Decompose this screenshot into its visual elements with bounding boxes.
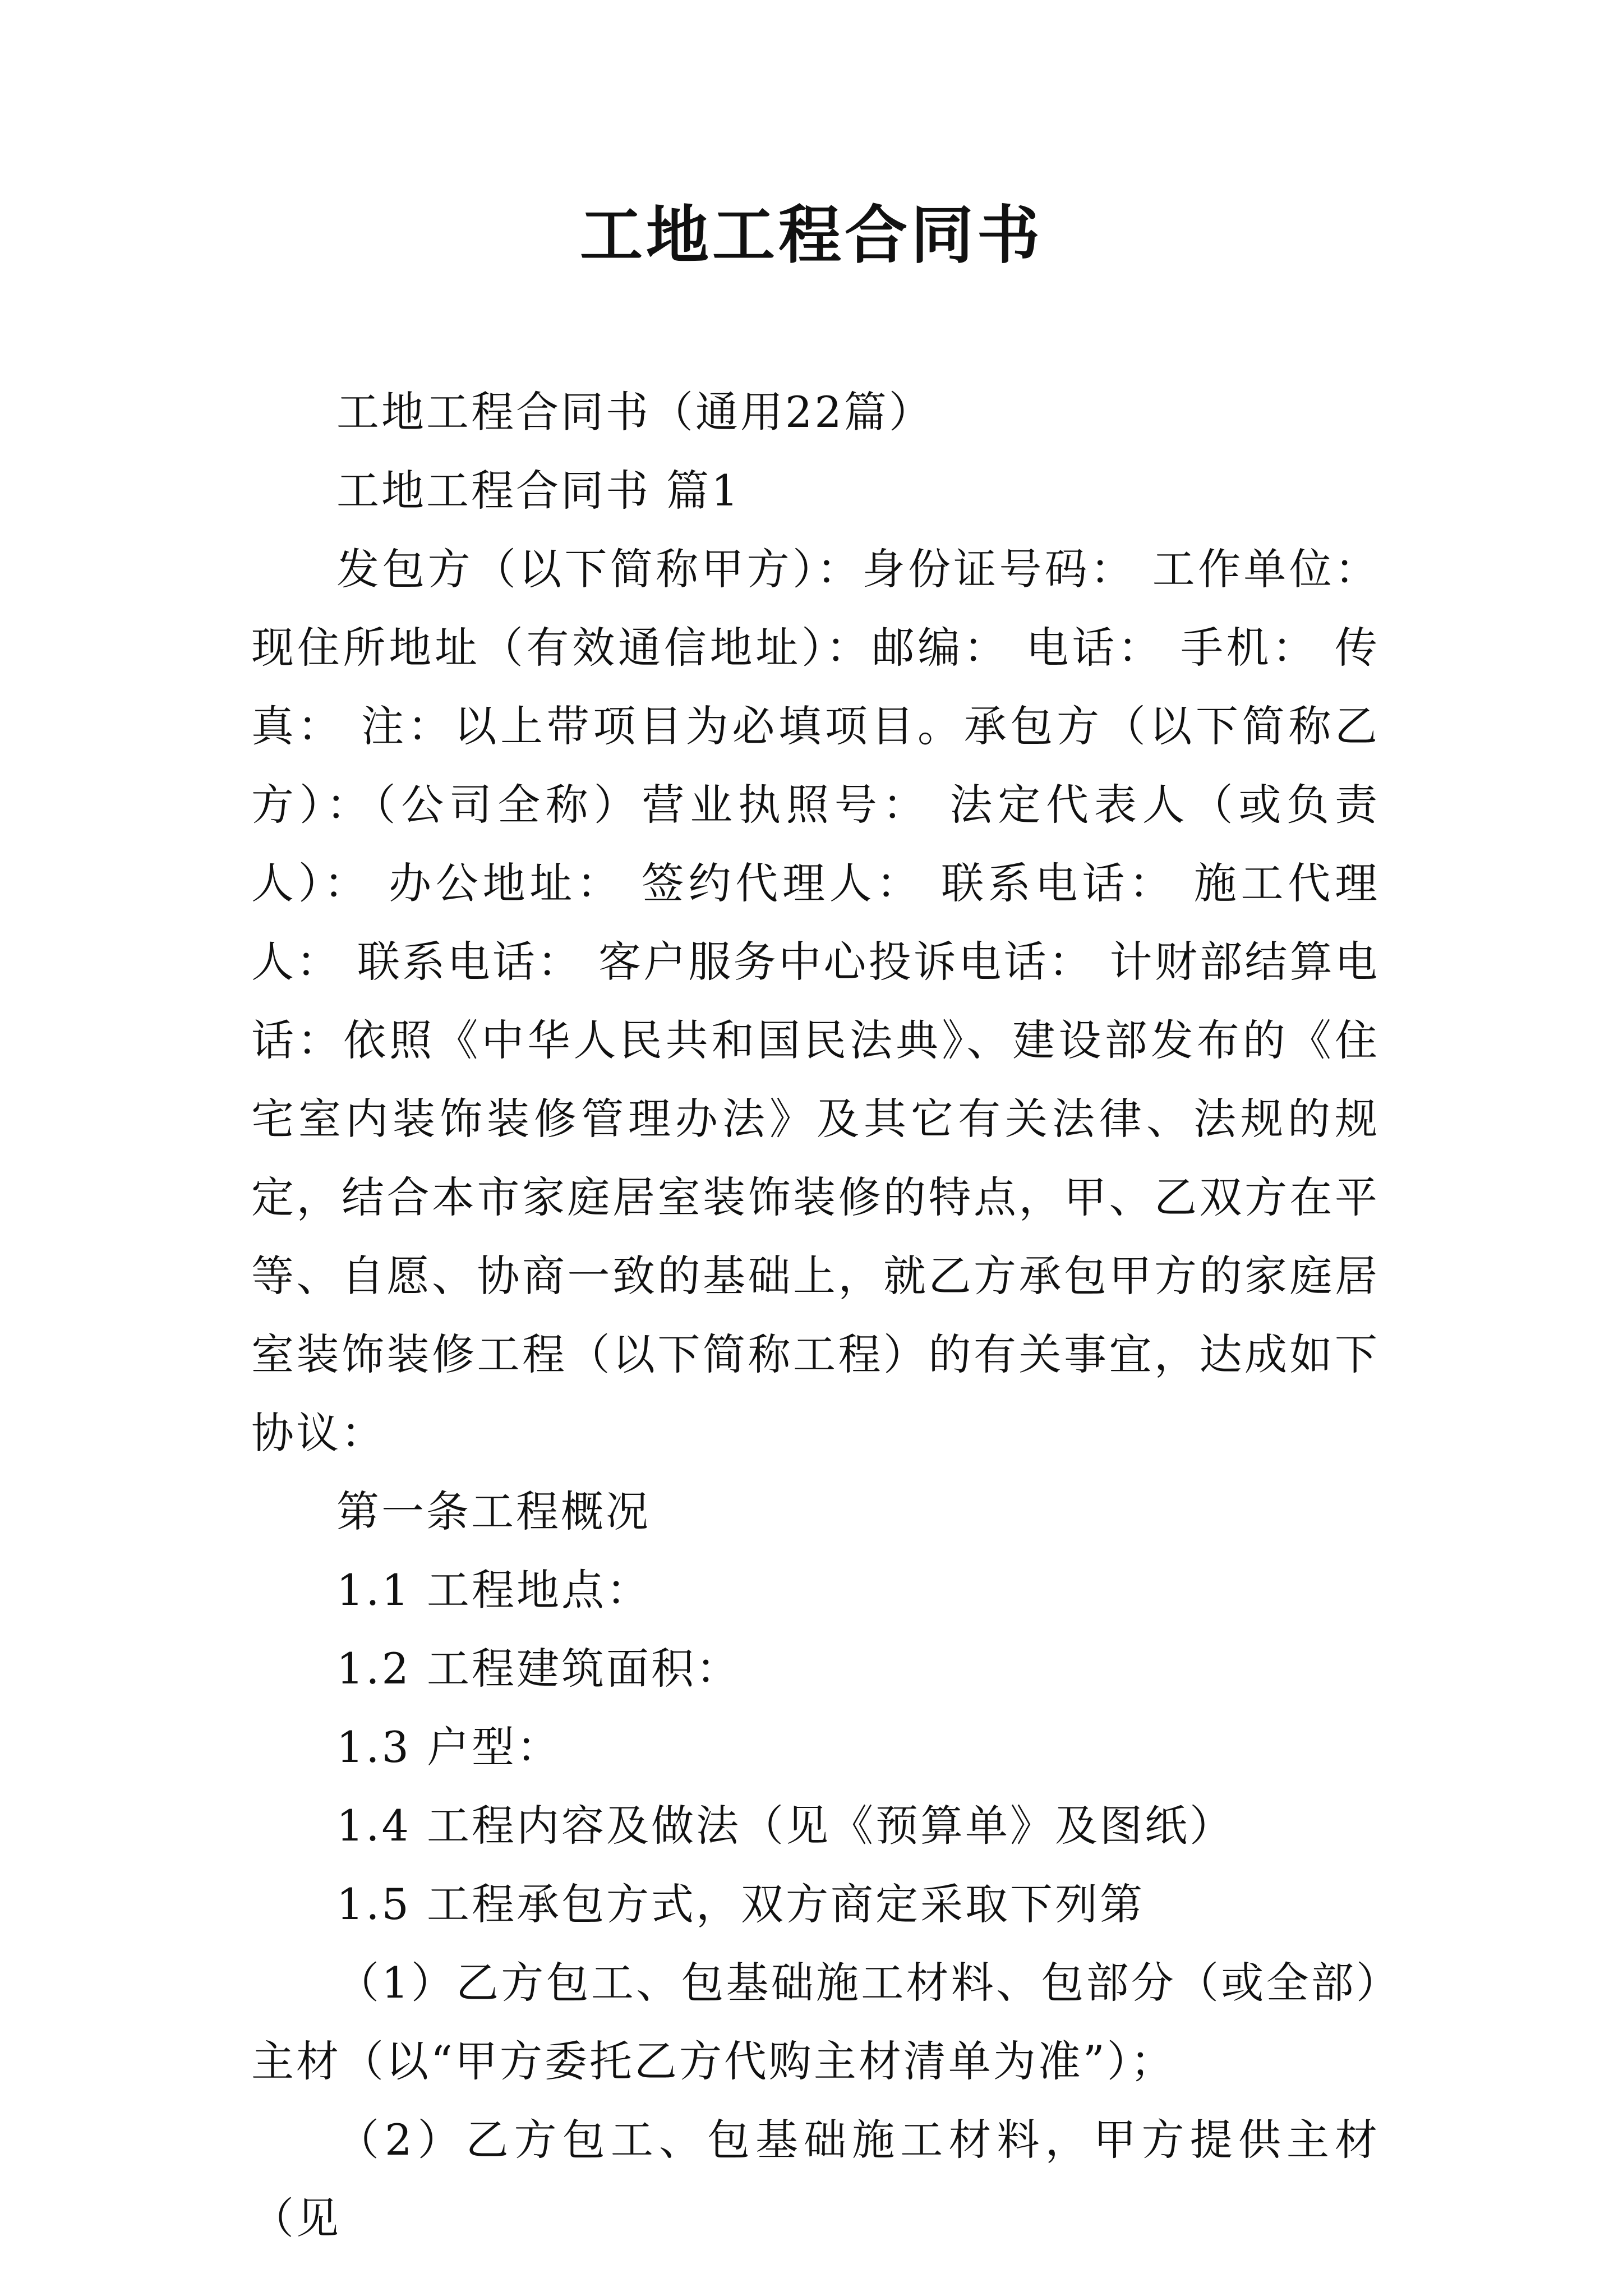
document-title: 工地工程合同书 xyxy=(580,199,1043,272)
clause-option-2: （2）乙方包工、包基础施工材料，甲方提供主材（见 xyxy=(251,2115,1380,2243)
clause-option-1: （1）乙方包工、包基础施工材料、包部分（或全部）主材（以“甲方委托乙方代购主材清单为准”）； xyxy=(251,1958,1380,2086)
article-heading: 第一条工程概况 xyxy=(336,1487,651,1536)
clause-1-4: 1.4 工程内容及做法（见《预算单》及图纸） xyxy=(336,1801,1235,1851)
clause-1-3: 1.3 户型： xyxy=(336,1722,562,1772)
document-subtitle: 工地工程合同书（通用22篇） xyxy=(336,387,934,437)
document-body xyxy=(251,373,1380,2258)
section-heading: 工地工程合同书 篇1 xyxy=(336,466,741,516)
clause-1-1: 1.1 工程地点： xyxy=(336,1565,652,1615)
clause-1-2: 1.2 工程建筑面积： xyxy=(336,1644,741,1694)
clause-1-5: 1.5 工程承包方式，双方商定采取下列第 xyxy=(336,1879,1145,1929)
paragraph-parties: 发包方（以下简称甲方）：身份证号码： 工作单位： 现住所地址（有效通信地址）：邮编： 电话： 手机： 传真： 注：以上带项目为必填项目。承包方（以下简称乙方）：（公司全称）营业执照号： 法定代表人（或负责人）： 办公地址： 签约代理人： 联系电话： 施工代理人： 联系电话： 客户服务中心投诉电话： 计财部结算电话：依照《中华人民共和国民法典》、建设部发布的《住宅室内装饰装修管理办法》及其它有关法律、法规的规定，结合本市家庭居室装饰装修的特点，甲、乙双方在平等、自愿、协商一致的基础上，就乙方承包甲方的家庭居室装饰装修工程（以下简称工程）的有关事宜，达成如下协议： xyxy=(251,544,1380,1458)
